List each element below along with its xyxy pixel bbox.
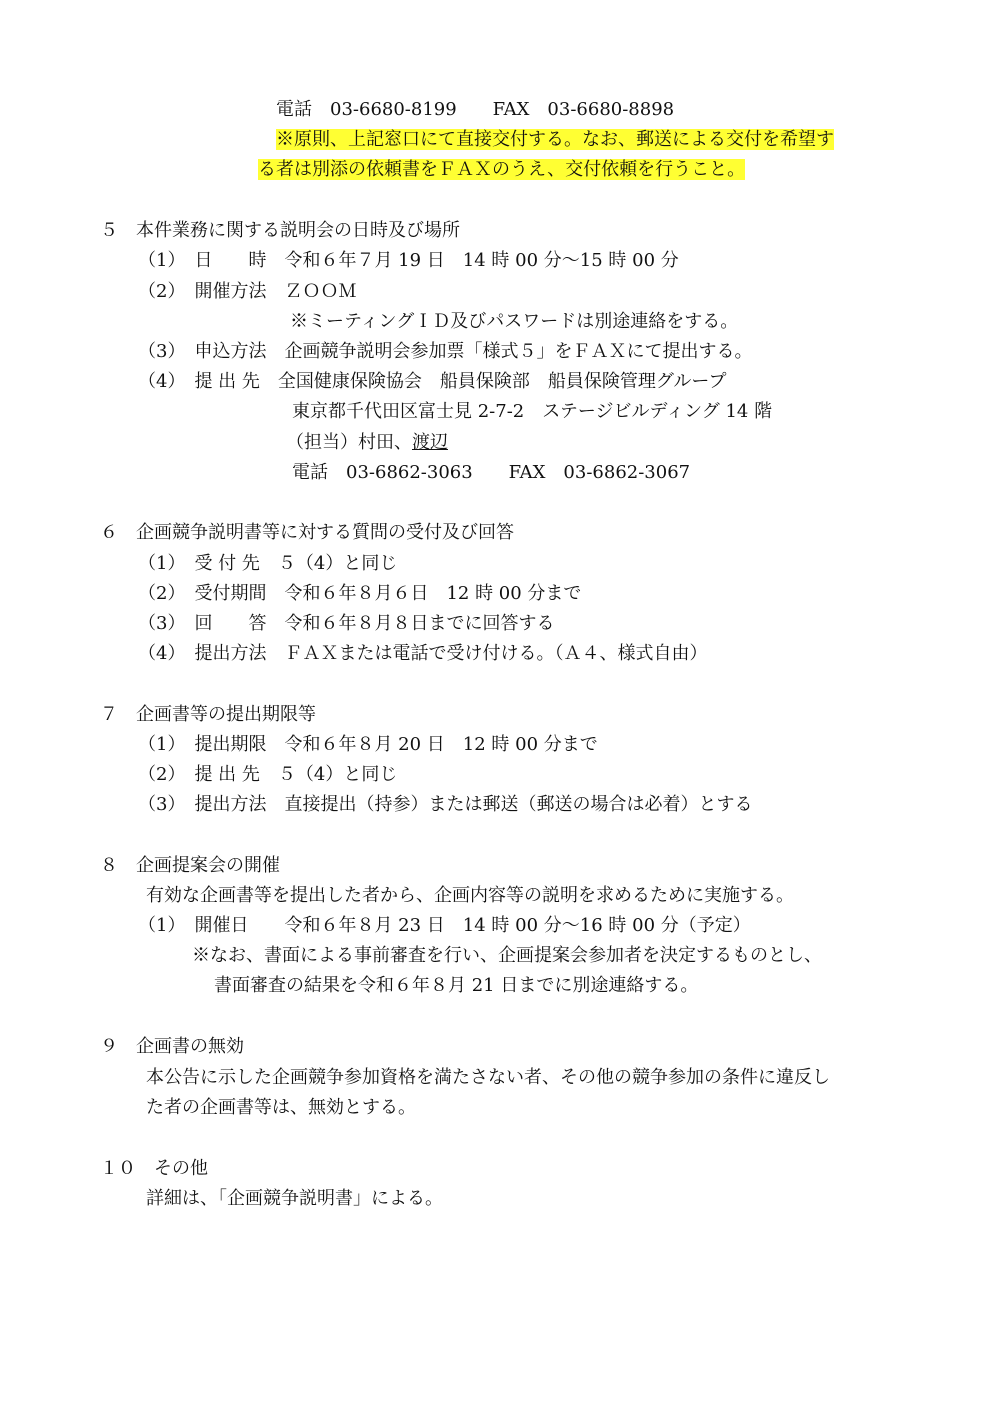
section6-heading: ６ 企画競争説明書等に対する質問の受付及び回答	[100, 522, 514, 543]
delivery-note-line2	[258, 157, 745, 183]
section6-item2: （2） 受付期間 令和６年８月６日 12 時 00 分まで	[138, 583, 582, 604]
section9-body-line1: 本公告に示した企画競争参加資格を満たさない者、その他の競争参加の条件に違反し	[146, 1067, 830, 1088]
section8-item1: （1） 開催日 令和６年８月 23 日 14 時 00 分～16 時 00 分（予定）	[138, 915, 751, 936]
section5-phone-fax: 電話 03-6862-3063 FAX 03-6862-3067	[292, 462, 691, 483]
section10-heading: １０ その他	[100, 1158, 208, 1179]
section6-item4: （4） 提出方法 ＦＡＸまたは電話で受け付ける。（Ａ４、様式自由）	[138, 643, 708, 664]
section7-item2: （2） 提 出 先 ５（4）と同じ	[138, 764, 398, 785]
section8-note-line2: 書面審査の結果を令和６年８月 21 日までに別途連絡する。	[214, 975, 699, 996]
person-underlined: 渡辺	[412, 432, 448, 453]
section5-item3: （3） 申込方法 企画競争説明会参加票「様式５」をＦＡＸにて提出する。	[138, 341, 753, 362]
section5-person	[286, 430, 448, 456]
section5-heading: ５ 本件業務に関する説明会の日時及び場所	[100, 220, 460, 241]
delivery-note-line1	[276, 127, 834, 153]
person-prefix: （担当）村田、	[286, 432, 412, 453]
section9-body-line2: た者の企画書等は、無効とする。	[146, 1097, 416, 1118]
contact-phone-fax: 電話 03-6680-8199 FAX 03-6680-8898	[276, 99, 675, 120]
section10-body: 詳細は、「企画競争説明書」による。	[146, 1188, 443, 1209]
section7-item3: （3） 提出方法 直接提出（持参）または郵送（郵送の場合は必着）とする	[138, 794, 753, 815]
section7-heading: ７ 企画書等の提出期限等	[100, 704, 316, 725]
section9-heading: ９ 企画書の無効	[100, 1036, 244, 1057]
highlight: ※原則、上記窓口にて直接交付する。なお、郵送による交付を希望す	[276, 129, 834, 150]
section5-item4: （4） 提 出 先 全国健康保険協会 船員保険部 船員保険管理グループ	[138, 371, 727, 392]
section6-item3: （3） 回 答 令和６年８月８日までに回答する	[138, 613, 555, 634]
section5-item2-note: ※ミーティングＩＤ及びパスワードは別途連絡をする。	[290, 311, 739, 332]
highlight: る者は別添の依頼書をＦＡＸのうえ、交付依頼を行うこと。	[258, 159, 746, 180]
section5-address: 東京都千代田区富士見 2-7-2 ステージビルディング 14 階	[292, 401, 773, 422]
section6-item1: （1） 受 付 先 ５（4）と同じ	[138, 553, 398, 574]
section8-note-line1: ※なお、書面による事前審査を行い、企画提案会参加者を決定するものとし、	[192, 945, 822, 966]
section5-item1: （1） 日 時 令和６年７月 19 日 14 時 00 分～15 時 00 分	[138, 250, 679, 271]
section8-intro: 有効な企画書等を提出した者から、企画内容等の説明を求めるために実施する。	[146, 885, 794, 906]
section8-heading: ８ 企画提案会の開催	[100, 855, 280, 876]
section5-item2: （2） 開催方法 ＺＯＯＭ	[138, 281, 357, 302]
section7-item1: （1） 提出期限 令和６年８月 20 日 12 時 00 分まで	[138, 734, 598, 755]
